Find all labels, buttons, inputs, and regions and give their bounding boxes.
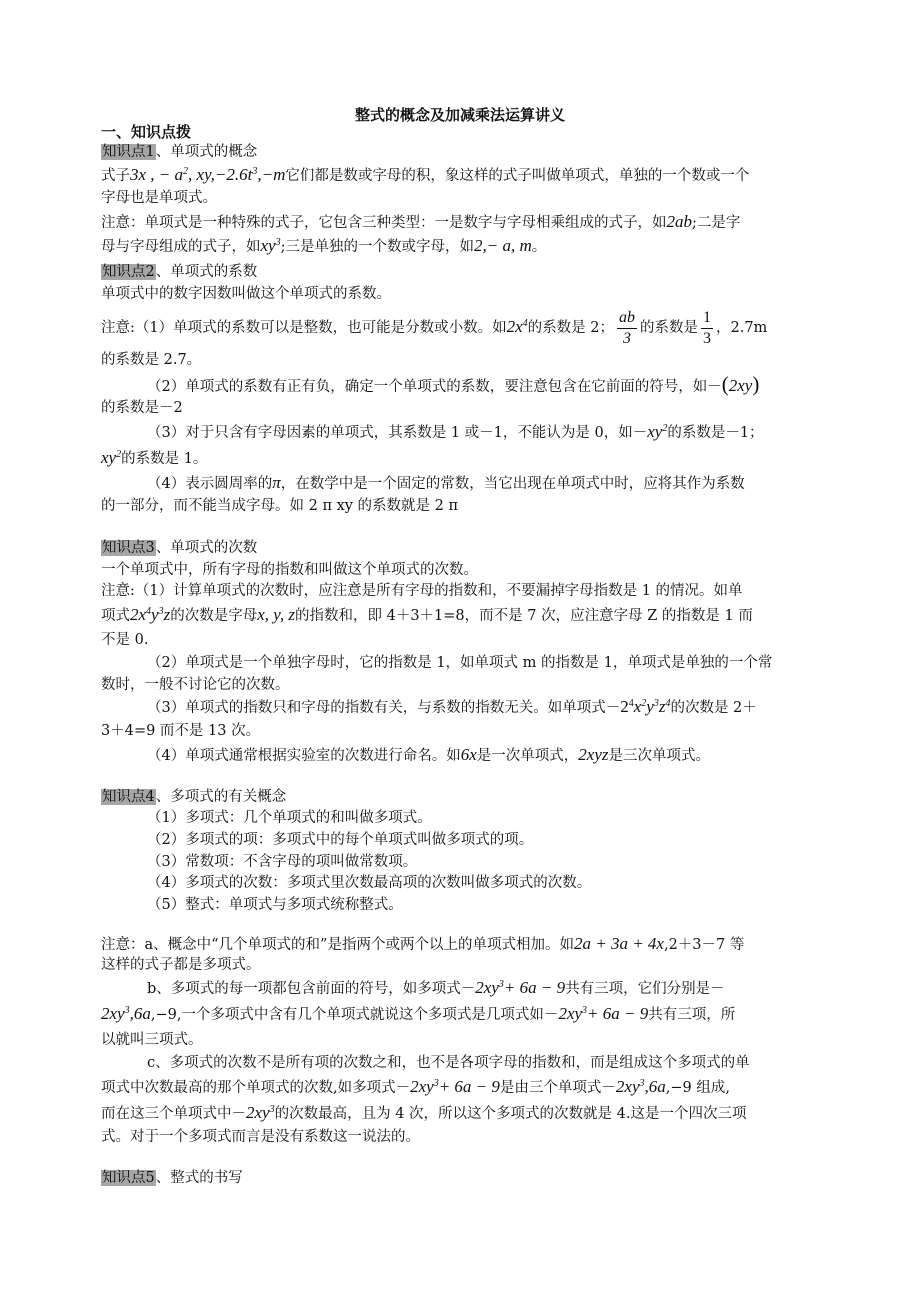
kp3-line4: 不是 0. [101,632,149,648]
kp1-heading: 知识点1、单项式的概念 [102,144,258,160]
note-c-line3: 而在这三个单项式中$-2xy^3$的次数最高，且为 4 次，所以这个多项式的次数就是 4.这是一个四次三项 [101,1103,747,1122]
kp-tag: 知识点2 [102,264,155,280]
kp1-line1: 式子3x , − $a^2$, $xy,-2.6t^3,-m$它们都是数或字母的积，象这样的式子叫做单项式，单独的一个数或一个 [101,165,750,184]
kp-tag: 知识点1 [102,144,155,160]
note-b-line3: 以就叫三项式。 [101,1032,203,1048]
note-b-line1: b、多项式的每一项都包含前面的符号，如多项式$-2xy^3+ 6a - 9$共有三项，它们分别是－ [147,978,725,997]
note-b-line2: $2xy^3,6a,-9$,一个多项式中含有几个单项式就说这个多项式是几项式如$-2xy^3+ 6a - 9$共有三项，所 [101,1004,736,1023]
kp4-item: （1）多项式：几个单项式的和叫做多项式。 [147,810,432,826]
kp2-line7: $xy^2$的系数是 1。 [101,448,208,467]
kp1-line3: 注意：单项式是一种特殊的式子，它包含三种类型：一是数字与字母相乘组成的式子，如2ab;二是字 [101,212,741,231]
note-a-line1: 注意：a、概念中“几个单项式的和”是指两个或两个以上的单项式相加。如2a + 3a + 4x,2＋3－7 等 [101,934,745,953]
kp3-line3: 项式$2x^4y^3z$的次数是字母x, y, z的指数和，即 4＋3＋1=8，而不是 7 次，应注意字母 Z 的指数是 1 而 [101,605,753,624]
section-heading: 一、知识点拨 [101,123,192,141]
kp4-item: （2）多项式的项：多项式中的每个单项式叫做多项式的项。 [147,832,534,848]
kp5-heading: 知识点5、整式的书写 [102,1170,243,1186]
fraction-ab-over-3: $\frac{ab}{3}$ [619,308,635,347]
kp1-line4: 母与字母组成的式子，如$xy^3$;三是单独的一个数或字母，如2,− a, m。 [101,236,547,255]
kp2-line3: 的系数是 2.7。 [101,352,202,368]
fraction-1-over-3: $\frac{1}{3}$ [703,308,711,347]
note-c-line1: c、多项式的次数不是所有项的次数之和，也不是各项字母的指数和，而是组成这个多项式的单 [147,1055,750,1071]
kp3-line9: （4）单项式通常根据实验室的次数进行命名。如6x是一次单项式，2xyz是三次单项式。 [147,745,710,764]
note-a-line2: 这样的式子都是多项式。 [101,957,261,973]
kp-tag: 知识点5 [102,1170,155,1186]
kp3-line2: 注意:（1）计算单项式的次数时，应注意是所有字母的指数和，不要漏掉字母指数是 1 的情况。如单 [101,583,743,599]
kp3-heading: 知识点3、单项式的次数 [102,540,258,556]
kp4-item: （3）常数项：不含字母的项叫做常数项。 [147,854,418,870]
kp3-line5: （2）单项式是一个单独字母时，它的指数是 1，如单项式 m 的指数是 1，单项式是单独的一个常 [147,655,773,671]
kp2-line8: （4）表示圆周率的π，在数学中是一个固定的常数，当它出现在单项式中时，应将其作为系数 [147,473,745,492]
kp2-heading: 知识点2、单项式的系数 [102,264,258,280]
kp-tag: 知识点4 [102,789,155,805]
kp2-line1: 单项式中的数字因数叫做这个单项式的系数。 [101,286,391,302]
kp-tag: 知识点3 [102,540,155,556]
kp2-line5: 的系数是－2 [101,400,183,416]
kp3-line6: 数时，一般不讨论它的次数。 [101,677,290,693]
kp4-item: （5）整式：单项式与多项式统称整式。 [147,897,403,913]
kp2-line2: 注意:（1）单项式的系数可以是整数，也可能是分数或小数。如$2x^4$的系数是 2； $\frac{ab}{3}$ 的系数是 $\frac{1}{3}$ ，2.7m [101,308,768,347]
kp3-line7: （3）单项式的指数只和字母的指数有关，与系数的指数无关。如单项式$-2^4x^2y^3z^4$的次数是 2＋ [147,697,757,716]
kp3-line8: 3＋4=9 而不是 13 次。 [101,723,261,739]
kp2-line9: 的一部分，而不能当成字母。如 2 π xy 的系数就是 2 π [101,498,459,514]
kp1-line2: 字母也是单项式。 [101,190,217,206]
note-c-line4: 式。对于一个多项式而言是没有系数这一说法的。 [101,1129,420,1145]
note-c-line2: 项式中次数最高的那个单项式的次数,如多项式$-2xy^3+ 6a - 9$是由三个单项式$-2xy^3,6a,-9$ 组成, [101,1077,730,1096]
kp4-item: （4）多项式的次数：多项式里次数最高项的次数叫做多项式的次数。 [147,875,592,891]
kp3-line1: 一个单项式中，所有字母的指数和叫做这个单项式的次数。 [101,562,478,578]
kp4-heading: 知识点4、多项式的有关概念 [102,789,287,805]
page-title: 整式的概念及加减乘法运算讲义 [354,106,565,124]
kp2-line4: （2）单项式的系数有正有负，确定一个单项式的系数，要注意包含在它前面的符号，如－(2xy) [147,372,760,396]
kp2-line6: （3）对于只含有字母因素的单项式，其系数是 1 或－1，不能认为是 0，如$-xy^2$的系数是－1； [147,422,764,441]
